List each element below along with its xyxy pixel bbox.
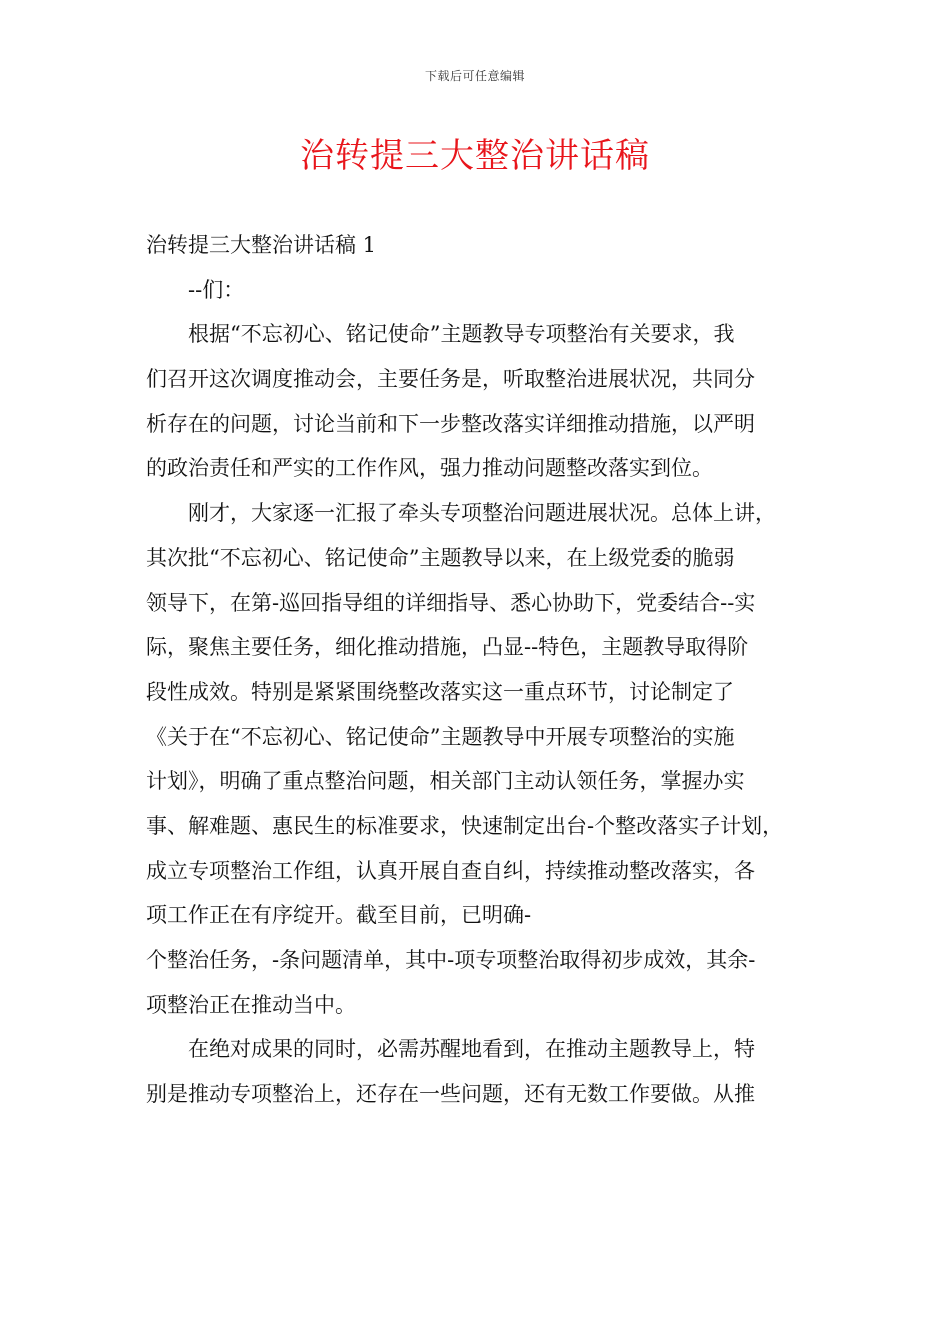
document-body xyxy=(146,223,826,1117)
salutation-line: --们： xyxy=(188,277,245,302)
body-line: 别是推动专项整治上，还存在一些问题，还有无数工作要做。从推 xyxy=(146,1082,755,1107)
body-line: 析存在的问题，讨论当前和下一步整改落实详细推动措施，以严明 xyxy=(146,411,755,436)
body-line: 个整治任务，-条问题清单，其中-项专项整治取得初步成效，其余- xyxy=(146,948,756,972)
subtitle-line: 治转提三大整治讲话稿 1 xyxy=(146,233,377,257)
body-line: 《关于在“不忘初心、铭记使命”主题教导中开展专项整治的实施 xyxy=(146,724,735,749)
body-line: 在绝对成果的同时，必需苏醒地看到，在推动主题教导上，特 xyxy=(188,1037,755,1062)
body-line: 其次批“不忘初心、铭记使命”主题教导以来，在上级党委的脆弱 xyxy=(146,545,735,570)
body-line: 际，聚焦主要任务，细化推动措施，凸显--特色，主题教导取得阶 xyxy=(146,635,749,660)
body-line: 刚才，大家逐一汇报了牵头专项整治问题进展状况。总体上讲， xyxy=(188,501,776,526)
body-line: 计划》，明确了重点整治问题，相关部门主动认领任务，掌握办实 xyxy=(146,769,745,794)
document-title: 治转提三大整治讲话稿 xyxy=(300,136,650,176)
body-line: 项整治正在推动当中。 xyxy=(146,992,356,1017)
body-line: 事、解难题、惠民生的标准要求，快速制定出台-个整改落实子计划， xyxy=(146,813,784,838)
body-line: 领导下，在第-巡回指导组的详细指导、悉心协助下，党委结合--实 xyxy=(146,590,756,615)
body-line: 的政治责任和严实的工作作风，强力推动问题整改落实到位。 xyxy=(146,456,713,481)
body-line: 们召开这次调度推动会，主要任务是，听取整治进展状况，共同分 xyxy=(146,367,755,392)
body-line: 段性成效。特别是紧紧围绕整改落实这一重点环节，讨论制定了 xyxy=(146,679,734,704)
header-note: 下载后可任意编辑 xyxy=(424,69,525,83)
body-line: 根据“不忘初心、铭记使命”主题教导专项整治有关要求，我 xyxy=(188,322,735,347)
body-line: 项工作正在有序绽开。截至目前，已明确- xyxy=(146,903,532,928)
body-line: 成立专项整治工作组，认真开展自查自纠，持续推动整改落实，各 xyxy=(146,858,755,883)
